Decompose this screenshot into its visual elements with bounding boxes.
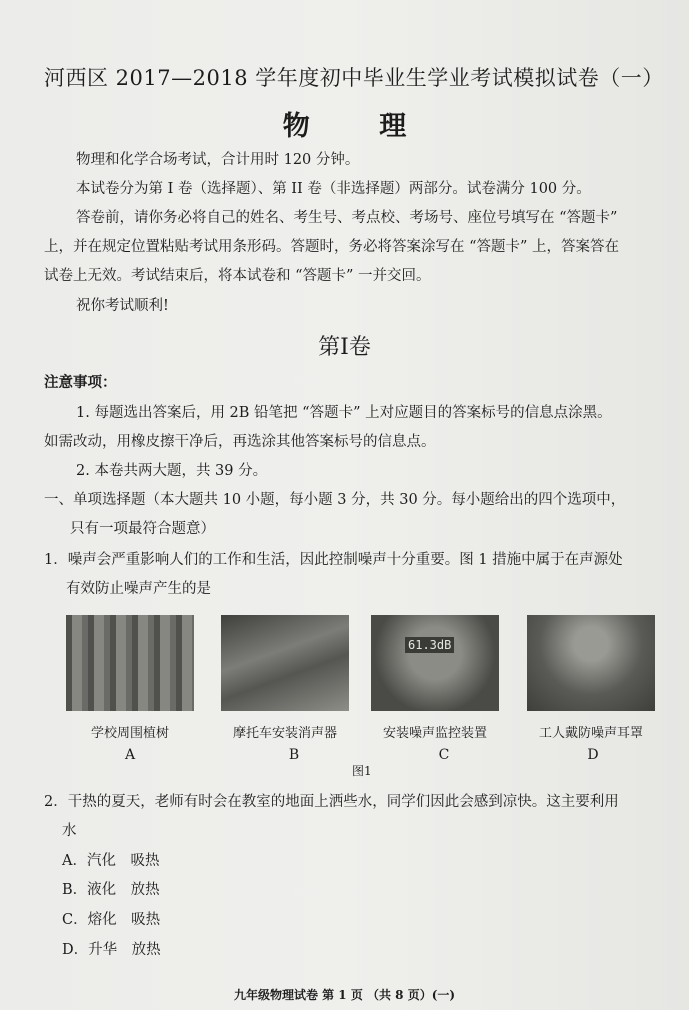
intro-line-2: 本试卷分为第 I 卷（选择题）、第 II 卷（非选择题）两部分。试卷满分 100 分。 [76, 181, 591, 197]
figure-c-caption: 安装噪声监控装置 [382, 726, 487, 741]
exam-title: 河西区 2017—2018 学年度初中毕业生学业考试模拟试卷（一） [44, 66, 664, 90]
subject-heading: 物 理 [282, 111, 437, 142]
figure-c-noise-monitor [371, 615, 499, 711]
notice-line-2: 如需改动，用橡皮擦干净后，再选涂其他答案标号的信息点。 [44, 434, 436, 450]
figure-b-caption: 摩托车安装消声器 [232, 726, 337, 741]
q1-line-1: 1．噪声会严重影响人们的工作和生活，因此控制噪声十分重要。图 1 措施中属于在声源处 [44, 552, 623, 568]
q1-line-2: 有效防止噪声产生的是 [66, 581, 211, 597]
intro-line-1: 物理和化学合场考试，合计用时 120 分钟。 [76, 152, 360, 168]
figure-a-caption: 学校周围植树 [90, 726, 169, 741]
figure-a-letter: A [124, 747, 136, 763]
notice-heading: 注意事项： [44, 374, 117, 391]
intro-line-4: 上，并在规定位置粘贴考试用条形码。答题时，务必将答案涂写在 “答题卡” 上，答案答在 [44, 239, 620, 255]
q2-line-1: 2．干热的夏天，老师有时会在教室的地面上洒些水，同学们因此会感到凉快。这主要利用 [44, 794, 619, 810]
figure-b-motorcycle [221, 615, 349, 711]
figure-c-letter: C [438, 747, 450, 763]
q2-line-2: 水 [62, 823, 77, 839]
notice-line-1: 1. 每题选出答案后，用 2B 铅笔把 “答题卡” 上对应题目的答案标号的信息点涂黑。 [76, 405, 612, 421]
q2-option-c: C．熔化 吸热 [62, 912, 161, 928]
q2-option-b: B．液化 放热 [62, 882, 160, 898]
figure-d-letter: D [587, 747, 599, 763]
notice-line-3: 2. 本卷共两大题，共 39 分。 [76, 463, 268, 479]
figure-d-caption: 工人戴防噪声耳罩 [538, 726, 643, 741]
figure-b-letter: B [288, 747, 300, 763]
q2-option-d: D．升华 放热 [62, 942, 161, 958]
part1-line-1: 一、单项选择题（本大题共 10 小题，每小题 3 分，共 30 分。每小题给出的四个选项中， [44, 492, 626, 508]
page-footer: 九年级物理试卷 第 1 页 （共 8 页）(一) [233, 988, 456, 1002]
section-title: 第I卷 [318, 335, 371, 360]
figure-d-earmuffs [527, 615, 655, 711]
intro-line-3: 答卷前，请你务必将自己的姓名、考生号、考点校、考场号、座位号填写在 “答题卡” [76, 210, 618, 226]
figure-label: 图1 [352, 764, 372, 778]
intro-line-6: 祝你考试顺利! [76, 298, 169, 314]
q2-option-a: A．汽化 吸热 [62, 853, 160, 869]
intro-line-5: 试卷上无效。考试结束后，将本试卷和 “答题卡” 一并交回。 [44, 268, 431, 284]
part1-line-2: 只有一项最符合题意） [70, 521, 215, 537]
figure-a-trees [66, 615, 194, 711]
noise-sign-reading: 61.3dB [405, 637, 454, 653]
